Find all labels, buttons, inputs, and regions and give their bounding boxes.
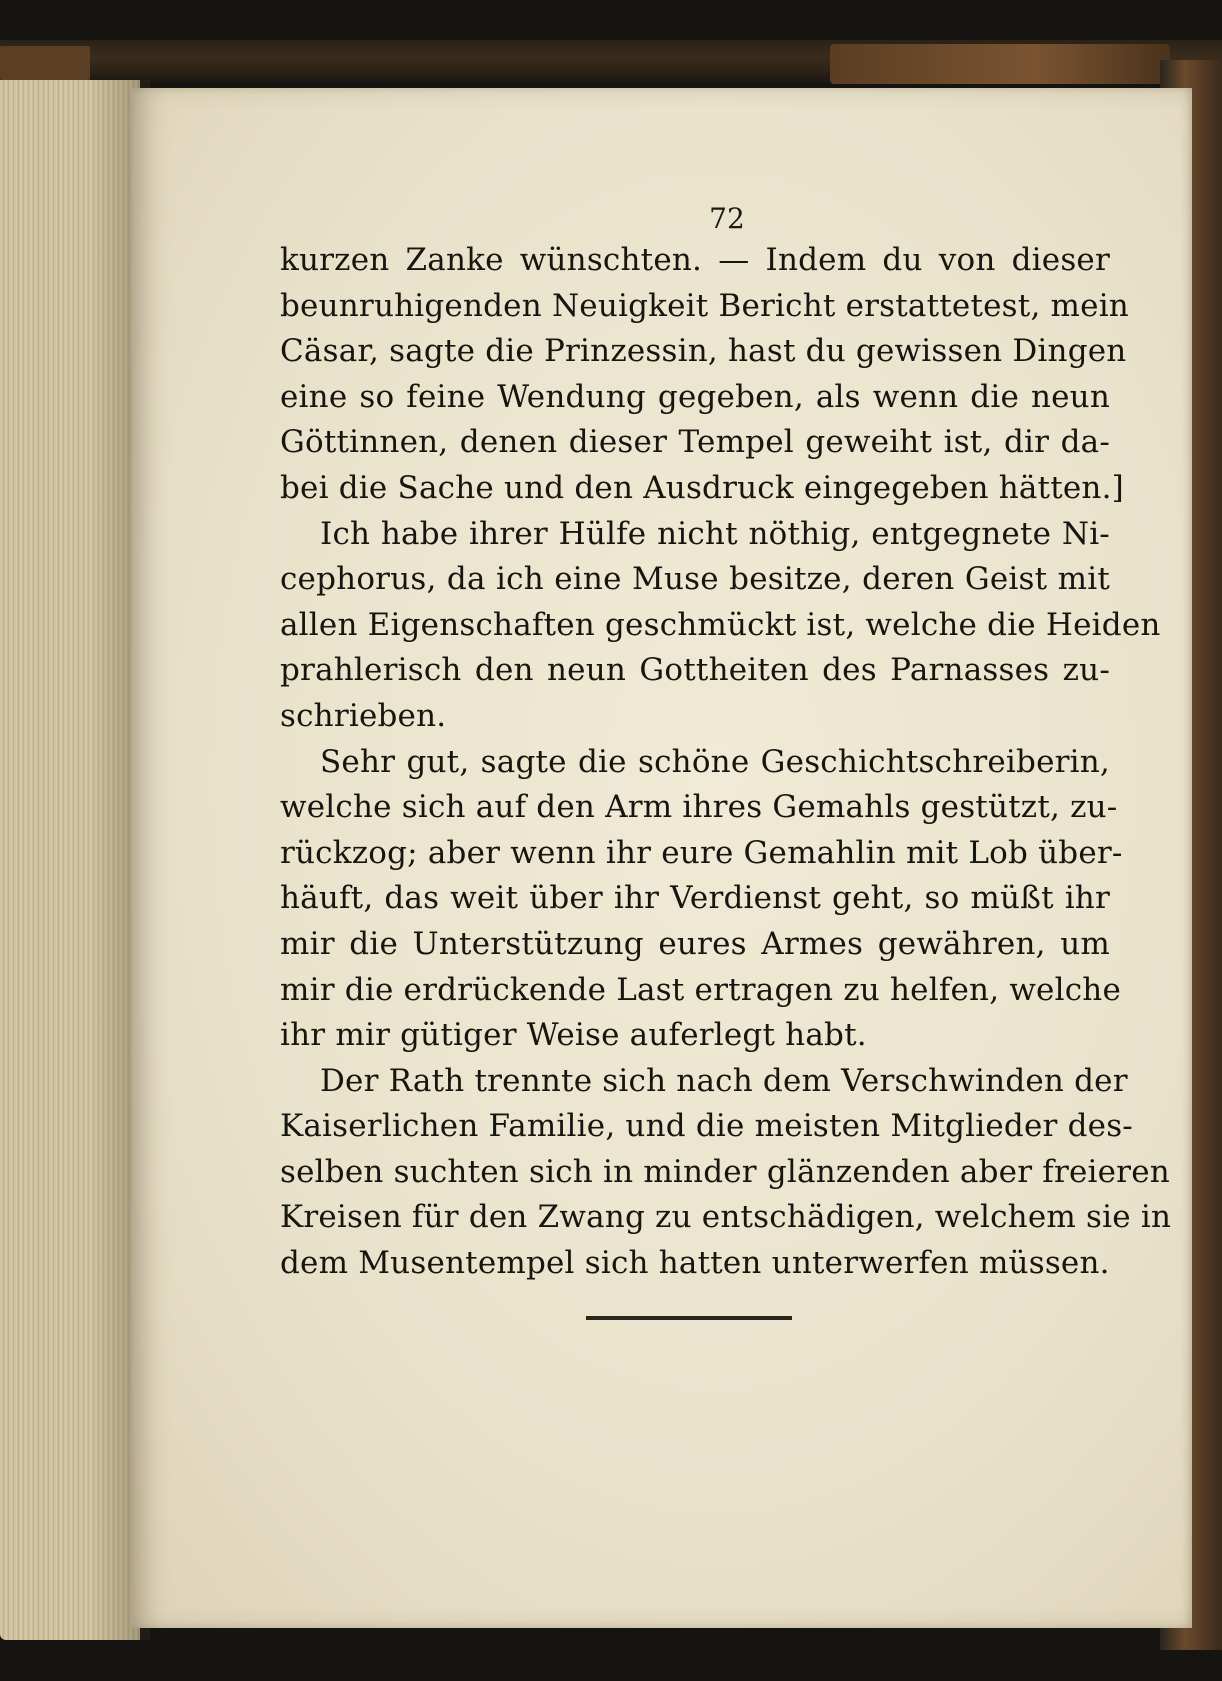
- text-line: allen Eigenschaften geschmückt ist, welche die Heiden: [280, 606, 1161, 643]
- text-line: mir die Unterstützung eures Armes gewähren, um: [280, 925, 1110, 962]
- text-line: Ich habe ihrer Hülfe nicht nöthig, entgegnete Ni-: [320, 515, 1110, 552]
- text-line: beunruhigenden Neuigkeit Bericht erstattetest, mein: [280, 287, 1129, 324]
- page-text: [280, 238, 1172, 1287]
- text-line: Göttinnen, denen dieser Tempel geweiht ist, dir da-: [280, 424, 1110, 461]
- section-end-rule: [586, 1316, 792, 1320]
- text-line: eine so feine Wendung gegeben, als wenn die neun: [280, 378, 1110, 415]
- book-cover-corner: [0, 46, 90, 80]
- page-number: 72: [709, 202, 745, 235]
- text-line: häuft, das weit über ihr Verdienst geht, so müßt ihr: [280, 880, 1110, 917]
- text-line: ihr mir gütiger Weise auferlegt habt.: [280, 1017, 867, 1054]
- text-line: schrieben.: [280, 697, 447, 734]
- text-line: Kaiserlichen Familie, und die meisten Mitglieder des-: [280, 1108, 1133, 1145]
- text-line: mir die erdrückende Last ertragen zu helfen, welche: [280, 971, 1121, 1008]
- text-line: kurzen Zanke wünschten. — Indem du von dieser: [280, 242, 1110, 278]
- text-line: Sehr gut, sagte die schöne Geschichtschreiberin,: [320, 743, 1110, 780]
- text-line: Kreisen für den Zwang zu entschädigen, welchem sie in: [280, 1199, 1172, 1236]
- text-line: selben suchten sich in minder glänzenden aber freieren: [280, 1153, 1170, 1190]
- text-line: bei die Sache und den Ausdruck eingegeben hätten.]: [280, 469, 1124, 506]
- book-page: [132, 88, 1192, 1628]
- text-line: Der Rath trennte sich nach dem Verschwinden der: [320, 1062, 1128, 1099]
- book-binding-leather: [830, 44, 1170, 84]
- text-line: prahlerisch den neun Gottheiten des Parnasses zu-: [280, 652, 1110, 689]
- text-line: dem Musentempel sich hatten unterwerfen müssen.: [280, 1245, 1110, 1282]
- text-line: cephorus, da ich eine Muse besitze, deren Geist mit: [280, 561, 1110, 598]
- text-line: Cäsar, sagte die Prinzessin, hast du gewissen Dingen: [280, 333, 1127, 370]
- text-line: welche sich auf den Arm ihres Gemahls gestützt, zu-: [280, 789, 1118, 826]
- text-line: rückzog; aber wenn ihr eure Gemahlin mit Lob über-: [280, 834, 1123, 871]
